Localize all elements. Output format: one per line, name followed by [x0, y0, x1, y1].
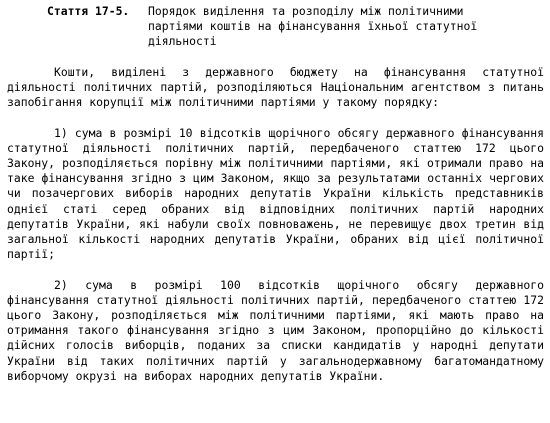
article-title: Порядок виділення та розподілу між політичними партіями коштів на фінансування їхньої статутної діяльності	[148, 4, 478, 49]
document-body	[7, 4, 544, 384]
list-item-2: 2) сума в розмірі 100 відсотків щорічного обсягу державного фінансування статутної діяльності політичних партій, передбаченого статтею 172 цього Закону, розподіляється між політичними партіями, які мають право на отримання такого фінансування згідно з цим Законом, пропорційно до кількості дійсних голосів виборців, поданих за списки кандидатів у народні депутати України від таких політичних партій у загальнодержавному багатомандатному виборчому окрузі на виборах народних депутатів України.	[7, 277, 544, 383]
article-number: Стаття 17-5.	[47, 4, 130, 18]
article-header	[7, 4, 544, 50]
list-item-1: 1) сума в розмірі 10 відсотків щорічного обсягу державного фінансування статутної діяльності політичних партій, передбаченого статтею 172 цього Закону, розподіляється порівну між політичними партіями, які отримали право на таке фінансування згідно з цим Законом, якщо за результатами останніх чергових чи позачергових виборів народних депутатів України кількість представників однієї статі серед обраних від відповідних політичних партій народних депутатів України, які набули своїх повноважень, не перевищує двох третин від загальної кількості народних депутатів України, обраних від цієї політичної партії;	[7, 125, 544, 262]
intro-paragraph: Кошти, виділені з державного бюджету на фінансування статутної діяльності політичних партій, розподіляються Національним агентством з питань запобігання корупції між політичними партіями у такому порядку:	[7, 64, 544, 110]
